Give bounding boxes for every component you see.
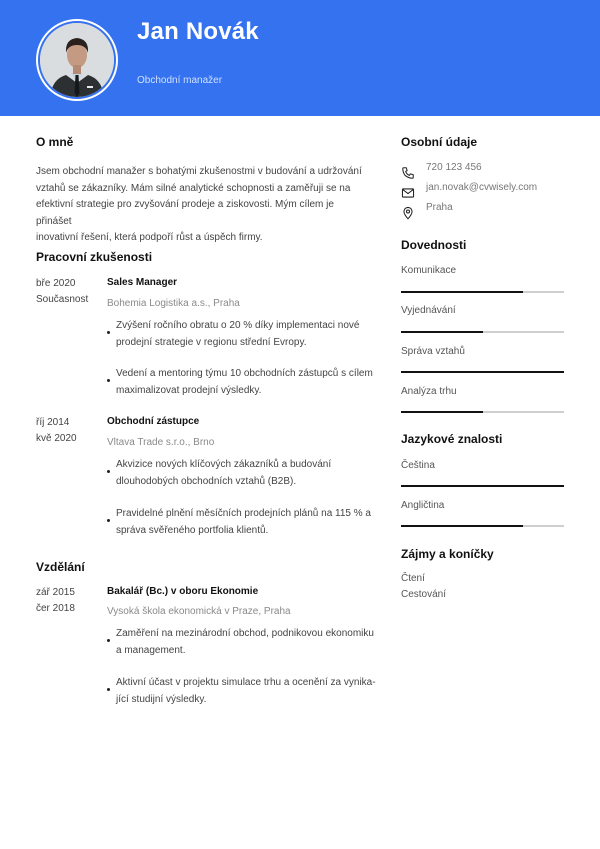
languages-heading: Jazykové znalosti: [401, 432, 503, 446]
language-label: Angličtina: [401, 500, 445, 511]
skill-label: Komunikace: [401, 265, 457, 276]
personal-heading: Osobní údaje: [401, 135, 478, 149]
bullet-line: Akvizice nových klíčových zákazníků a budování: [116, 459, 332, 470]
about-heading: O mně: [36, 135, 74, 149]
skill-bar: [401, 291, 564, 293]
skill-label: Analýza trhu: [401, 386, 457, 397]
header: [0, 0, 600, 116]
experience-end-date: kvě 2020: [36, 433, 77, 444]
avatar: [36, 19, 118, 101]
education-heading: Vzdělání: [36, 560, 85, 574]
skill-bar-fill: [401, 371, 564, 373]
language-bar: [401, 485, 564, 487]
education-start-date: zář 2015: [36, 587, 75, 598]
bullet-line: dlouhodobých obchodních vztahů (B2B).: [116, 475, 297, 487]
education-bullet: [116, 675, 378, 708]
bullet-line: a management.: [116, 644, 186, 656]
experience-end-date: Současnost: [36, 294, 89, 305]
mail-icon: [401, 186, 415, 200]
location: Praha: [426, 202, 453, 213]
bullet-line: maximalizovat prodejní výsledky.: [116, 384, 262, 396]
experience-position: Sales Manager: [107, 277, 178, 288]
candidate-name: Jan Novák: [137, 18, 259, 45]
skill-bar: [401, 331, 564, 333]
hobbies-heading: Zájmy a koníčky: [401, 547, 494, 561]
hobby-item: Čtení: [401, 573, 425, 584]
education-end-date: čer 2018: [36, 603, 75, 614]
language-bar-fill: [401, 485, 564, 487]
bullet-line: prodejní strategie v regionu střední Evropy.: [116, 336, 307, 348]
about-line: efektivní strategie pro zvyšování prodeje a ziskovosti. Mým cílem je přinášet: [36, 199, 334, 227]
education-degree: Bakalář (Bc.) v oboru Ekonomie: [107, 586, 259, 597]
skill-bar-fill: [401, 411, 483, 413]
education-school: Vysoká škola ekonomická v Praze, Praha: [107, 606, 291, 617]
experience-bullet: [116, 506, 378, 539]
candidate-title: Obchodní manažer: [137, 75, 223, 86]
bullet-line: Vedení a mentoring týmu 10 obchodních zástupců s cílem: [116, 368, 373, 379]
about-line: vztahů se zákazníky. Mám silné analytické schopnosti a zaměřuji se na: [36, 182, 351, 194]
email-address: jan.novak@cvwisely.com: [426, 182, 538, 193]
bullet-line: Zvýšení ročního obratu o 20 % díky implementaci nové: [116, 320, 360, 331]
about-text: [36, 164, 366, 247]
language-label: Čeština: [401, 460, 435, 471]
language-bar-fill: [401, 525, 523, 527]
hobby-item: Cestování: [401, 589, 447, 600]
experience-company: Vltava Trade s.r.o., Brno: [107, 437, 215, 448]
experience-start-date: bře 2020: [36, 278, 76, 289]
skill-label: Správa vztahů: [401, 346, 465, 357]
education-bullet: [116, 626, 378, 659]
experience-bullet: [116, 318, 378, 351]
experience-company: Bohemia Logistika a.s., Praha: [107, 298, 240, 309]
person-silhouette-icon: [40, 23, 114, 97]
bullet-line: správa svěřeného portfolia klientů.: [116, 524, 269, 536]
bullet-line: Pravidelné plnění měsíčních prodejních plánů na 115 % a: [116, 508, 371, 519]
about-line: Jsem obchodní manažer s bohatými zkušenostmi v budování a udržování: [36, 166, 362, 177]
profile-photo: [40, 23, 114, 97]
skills-heading: Dovednosti: [401, 238, 467, 252]
skill-label: Vyjednávání: [401, 305, 456, 316]
skill-bar-fill: [401, 331, 483, 333]
bullet-line: Zaměření na mezinárodní obchod, podnikovou ekonomiku: [116, 628, 374, 639]
language-bar: [401, 525, 564, 527]
experience-bullet: [116, 457, 378, 490]
skill-bar: [401, 371, 564, 373]
bullet-line: jící studijní výsledky.: [116, 693, 207, 705]
phone-number: 720 123 456: [426, 162, 482, 173]
phone-icon: [401, 166, 415, 180]
experience-position: Obchodní zástupce: [107, 416, 200, 427]
experience-start-date: říj 2014: [36, 417, 70, 428]
bullet-line: Aktivní účast v projektu simulace trhu a ocenění za vynika-: [116, 677, 376, 688]
skill-bar: [401, 411, 564, 413]
about-line: inovativní řešení, která podpoří růst a úspěch firmy.: [36, 232, 263, 243]
experience-heading: Pracovní zkušenosti: [36, 250, 153, 264]
experience-bullet: [116, 366, 378, 399]
location-pin-icon: [401, 206, 415, 220]
skill-bar-fill: [401, 291, 523, 293]
